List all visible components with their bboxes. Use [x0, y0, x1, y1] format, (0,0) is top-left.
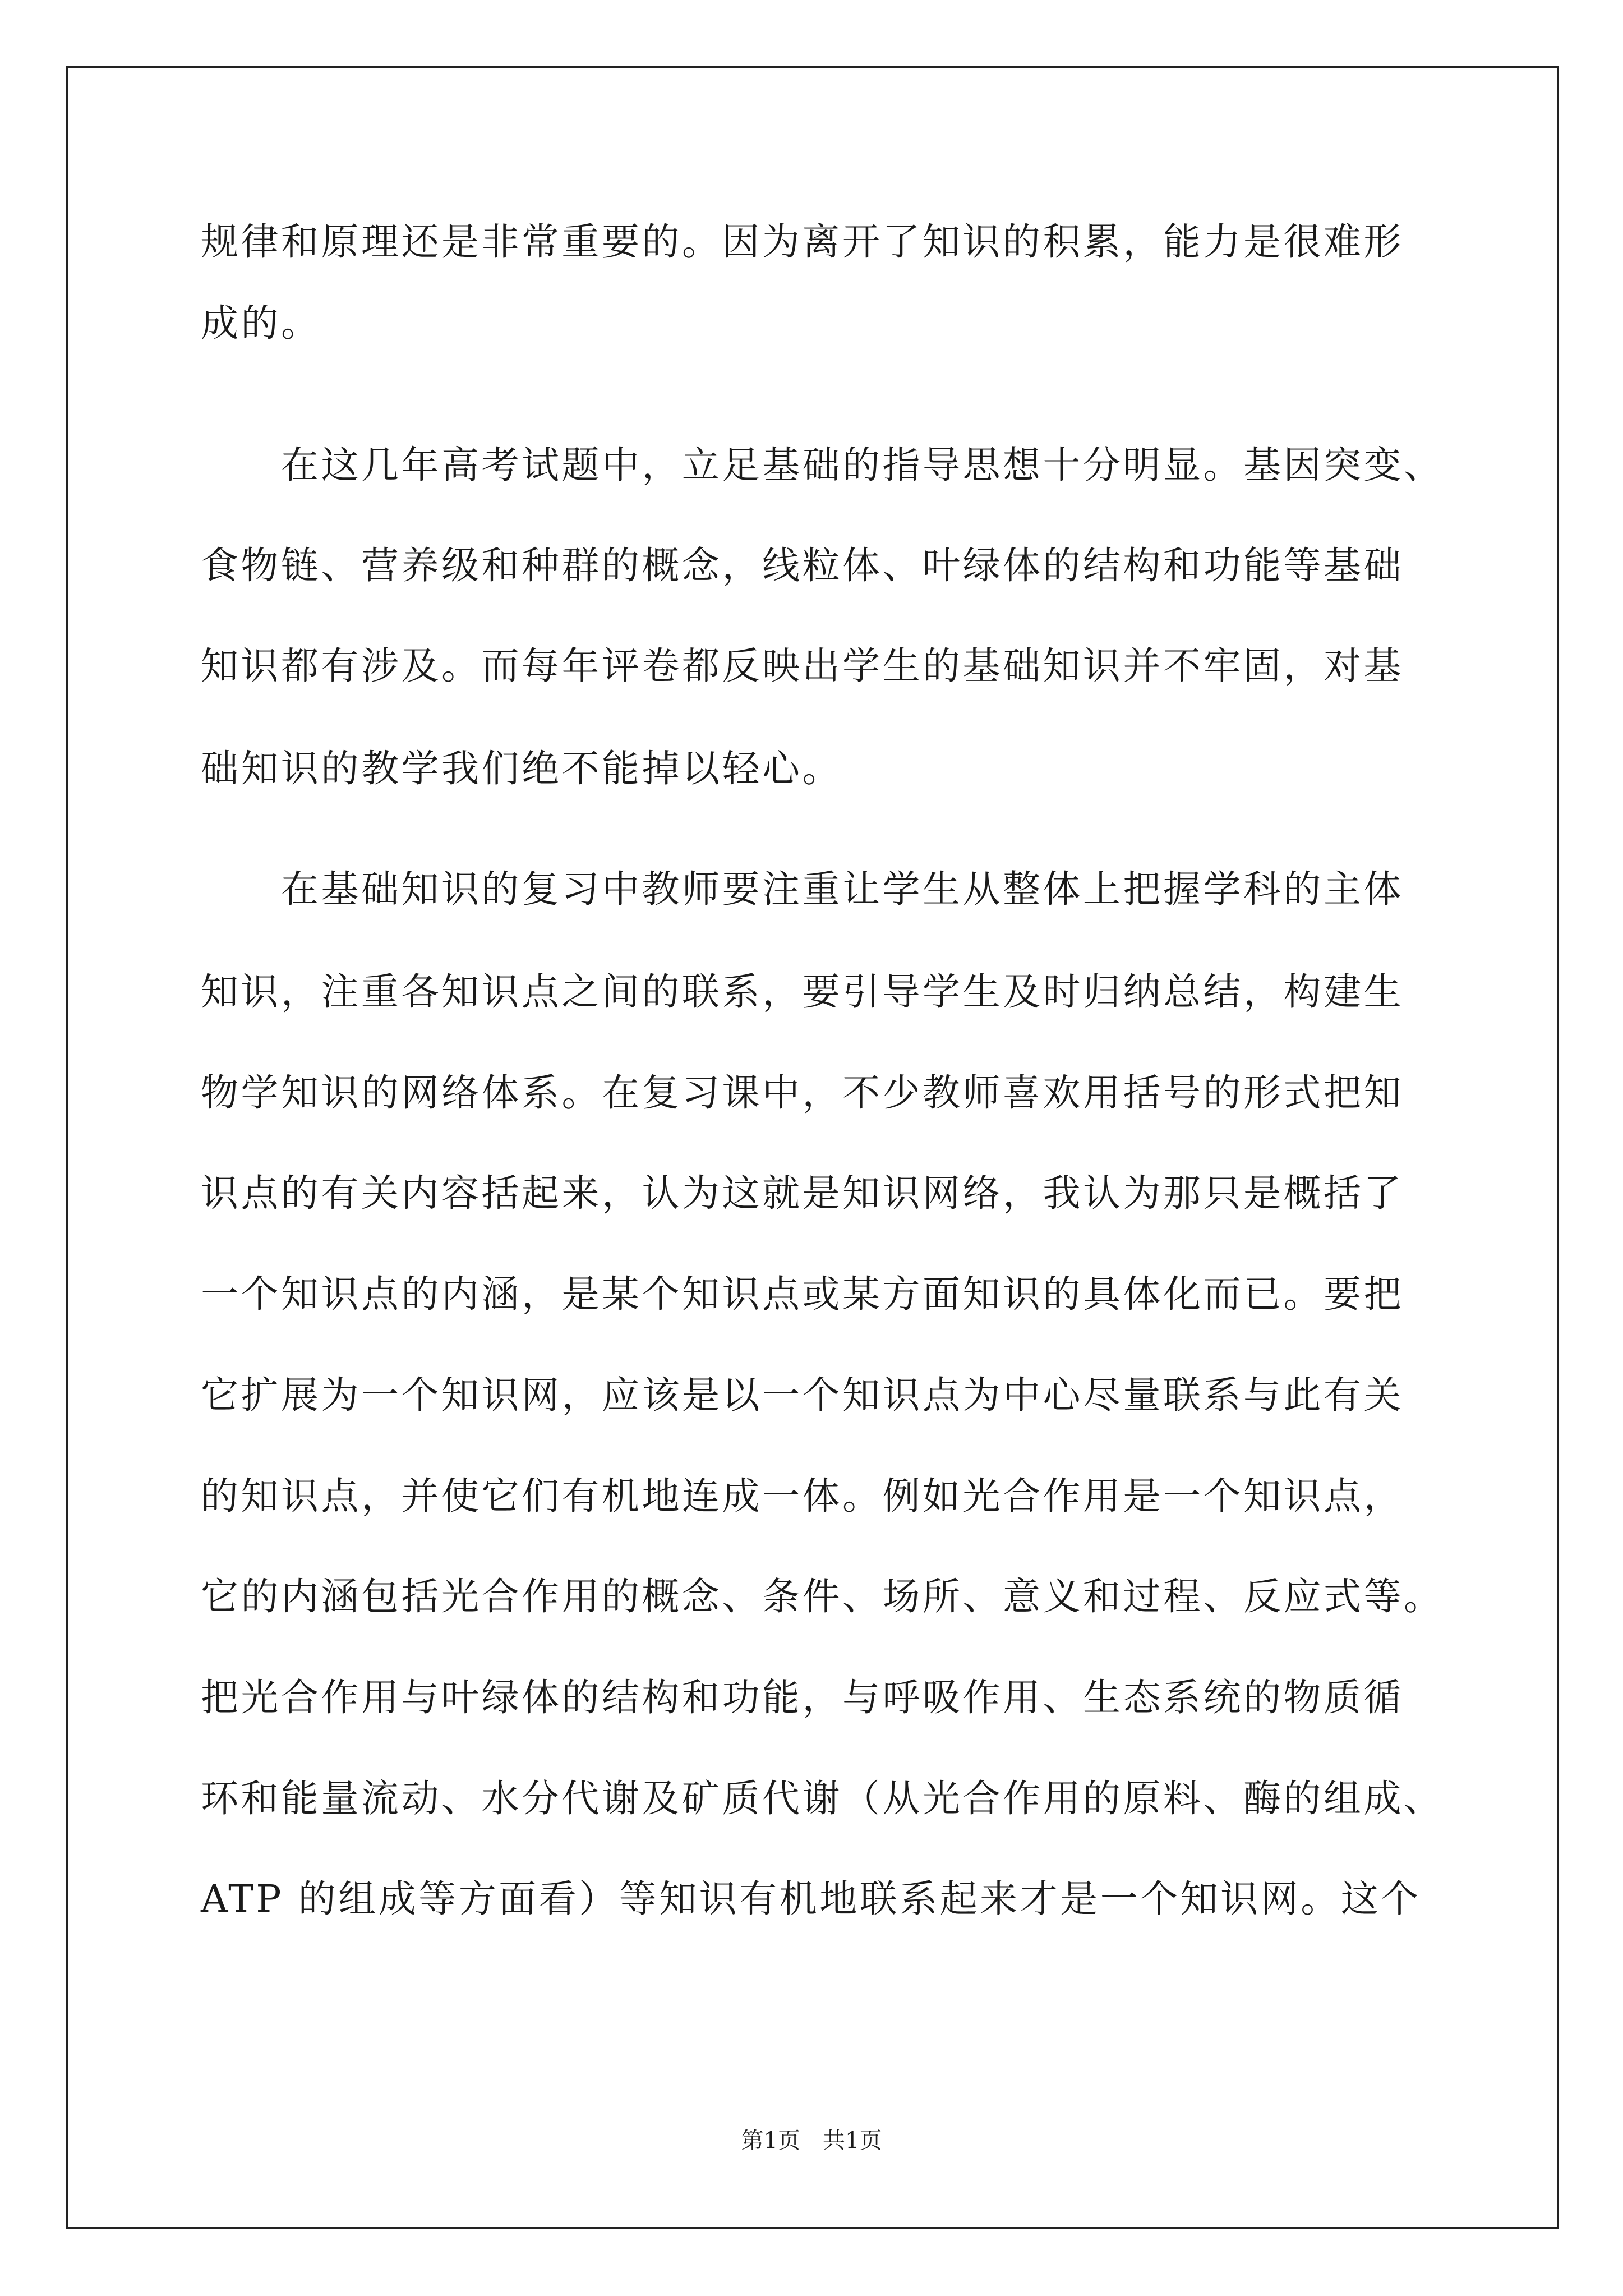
- body-text-line-1: 规律和原理还是非常重要的。因为离开了知识的积累，能力是很难形: [201, 220, 1404, 264]
- body-text-line-13: 的知识点，并使它们有机地连成一体。例如光合作用是一个知识点，: [201, 1474, 1404, 1518]
- body-text-line-14: 它的内涵包括光合作用的概念、条件、场所、意义和过程、反应式等。: [201, 1575, 1444, 1618]
- body-text-line-3: 在这几年高考试题中，立足基础的指导思想十分明显。基因突变、: [201, 443, 1444, 487]
- body-text-line-8: 知识，注重各知识点之间的联系，要引导学生及时归纳总结，构建生: [201, 970, 1404, 1014]
- body-text-line-15: 把光合作用与叶绿体的结构和功能，与呼吸作用、生态系统的物质循: [201, 1676, 1404, 1719]
- body-text-line-16: 环和能量流动、水分代谢及矿质代谢（从光合作用的原料、酶的组成、: [201, 1777, 1444, 1820]
- body-text-line-7: 在基础知识的复习中教师要注重让学生从整体上把握学科的主体: [201, 867, 1404, 911]
- body-text-line-11: 一个知识点的内涵，是某个知识点或某方面知识的具体化而已。要把: [201, 1272, 1404, 1316]
- body-text-line-4: 食物链、营养级和种群的概念，线粒体、叶绿体的结构和功能等基础: [201, 544, 1404, 587]
- body-text-line-12: 它扩展为一个知识网，应该是以一个知识点为中心尽量联系与此有关: [201, 1373, 1404, 1417]
- body-text-line-5: 知识都有涉及。而每年评卷都反映出学生的基础知识并不牢固，对基: [201, 644, 1404, 688]
- body-text-line-6: 础知识的教学我们绝不能掉以轻心。: [201, 747, 842, 790]
- body-text-line-10: 识点的有关内容括起来，认为这就是知识网络，我认为那只是概括了: [201, 1171, 1404, 1215]
- body-text-line-9: 物学知识的网络体系。在复习课中，不少教师喜欢用括号的形式把知: [201, 1071, 1404, 1115]
- body-text-line-2: 成的。: [201, 301, 321, 345]
- page-number-footer: 第1页 共1页: [741, 2128, 882, 2154]
- body-text-line-17: ATP 的组成等方面看）等知识有机地联系起来才是一个知识网。这个: [201, 1877, 1421, 1921]
